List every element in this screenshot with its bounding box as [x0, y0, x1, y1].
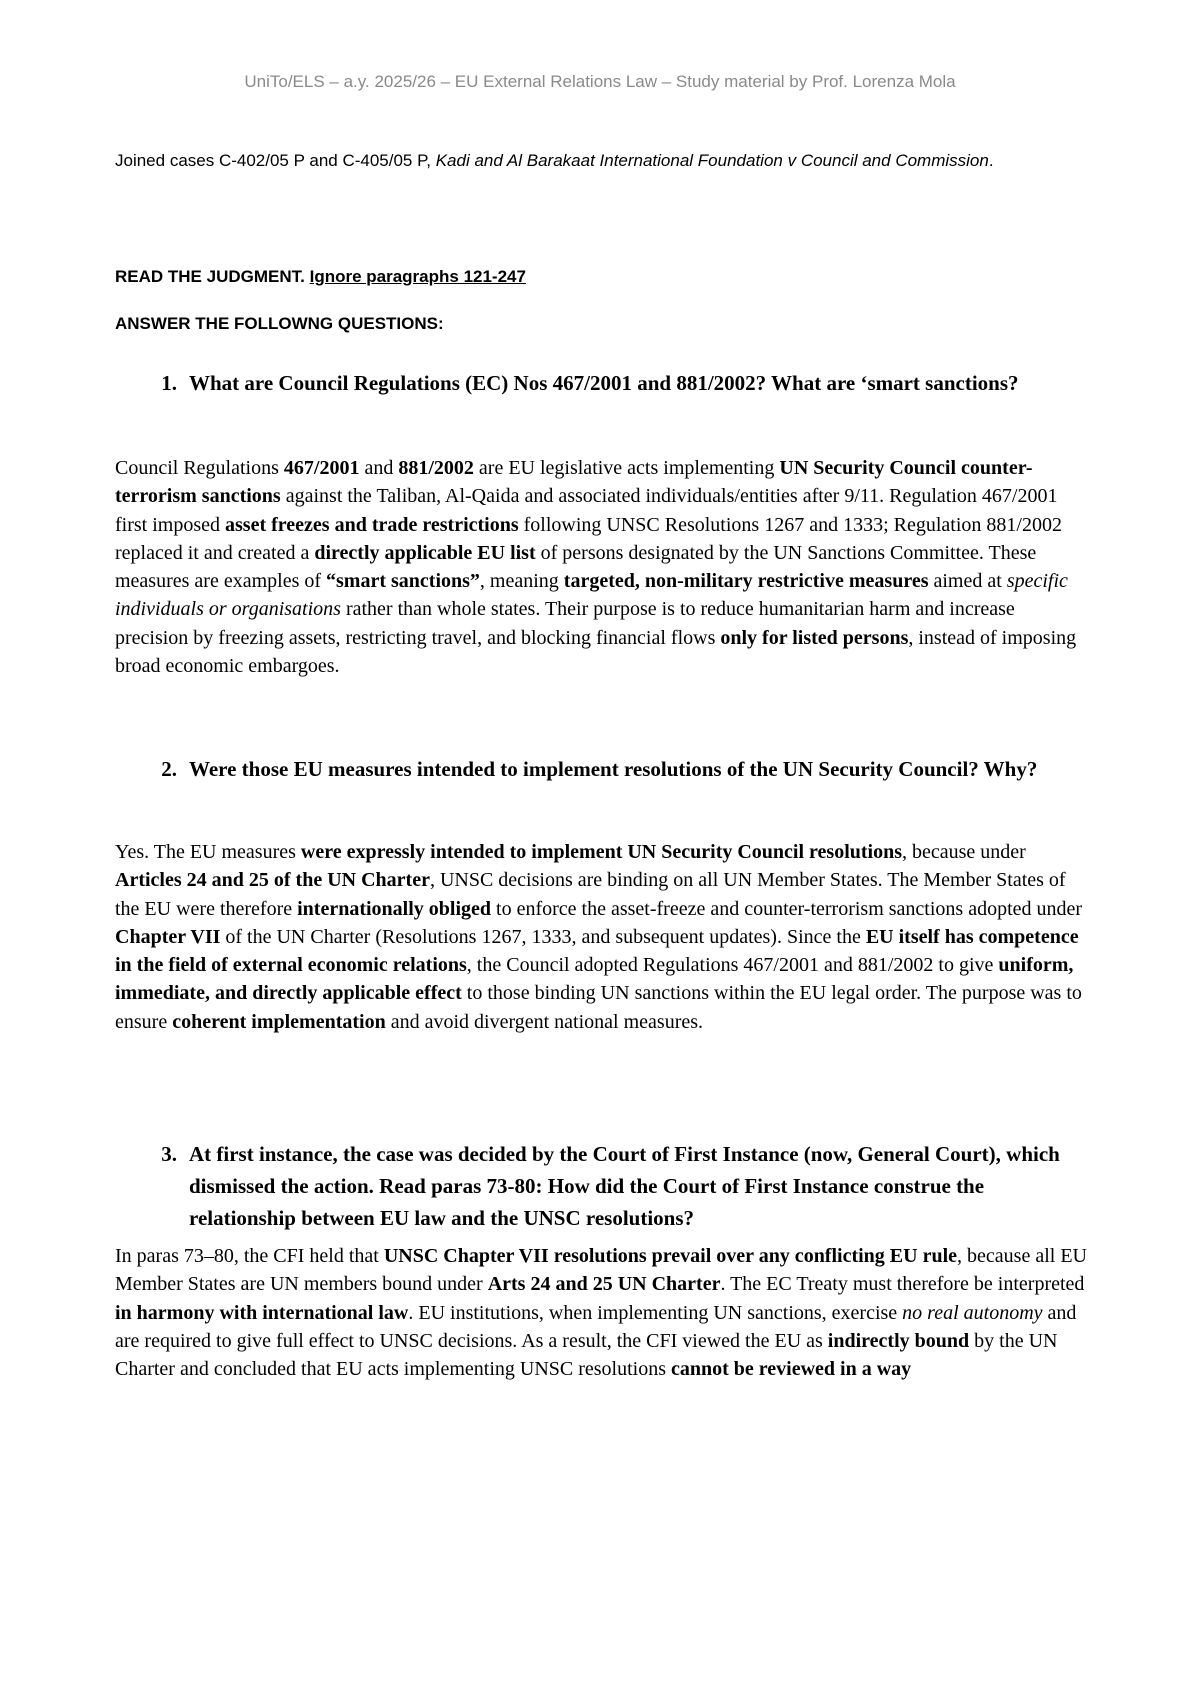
- answer-text: rather than whole states. Their purpose is to reduce humanitarian harm and increase precision by freezing assets, restricting travel, and blocking financial flows: [115, 598, 1015, 649]
- answer-text: against the Taliban, Al-Qaida and associated individuals/entities after 9/11. Regulation 467/2001 first imposed: [115, 485, 1058, 536]
- question-2: [115, 753, 1080, 785]
- answer-text: , UNSC decisions are binding on all UN Member States. The Member States of the EU were therefore: [115, 869, 1066, 920]
- answer-text: and: [359, 457, 399, 479]
- case-prefix: Joined cases C-402/05 P and C-405/05 P,: [115, 151, 436, 170]
- answer-1: [115, 454, 1090, 680]
- answer-text: are EU legislative acts implementing: [473, 457, 780, 479]
- bold-text: Arts 24 and 25 UN Charter: [487, 1273, 721, 1296]
- bold-text: Chapter VII: [115, 925, 221, 948]
- question-number: 2.: [161, 757, 177, 781]
- bold-text: in harmony with international law: [115, 1301, 409, 1324]
- answer-text: , instead of imposing broad economic embargoes.: [115, 626, 1077, 678]
- bold-text: asset freezes and trade restrictions: [225, 513, 519, 536]
- answer-text: . The EC Treaty must therefore be interpreted: [720, 1273, 1085, 1296]
- bold-text: directly applicable EU list: [314, 541, 536, 564]
- answer-text: of the UN Charter (Resolutions 1267, 1333, and subsequent updates). Since the: [220, 925, 866, 948]
- italic-text: specific individuals or organisations: [115, 570, 1068, 621]
- ignore-paragraphs-note: Ignore paragraphs 121-247: [309, 267, 526, 286]
- question-text: Were those EU measures intended to implement resolutions of the UN Security Council? Why?: [189, 757, 1038, 781]
- answer-text: to enforce the asset-freeze and counter-terrorism sanctions adopted under: [491, 897, 1083, 920]
- bold-text: coherent implementation: [172, 1010, 386, 1033]
- answer-text: to those binding UN sanctions within the EU legal order. The purpose was to ensure: [115, 982, 1082, 1033]
- bold-text: 881/2002: [398, 457, 474, 479]
- question-text: At first instance, the case was decided by the Court of First Instance (now, General Court), which dismissed the action. Read paras 73-80: How did the Court of First Instance construe the relationship between EU law and the UNSC resolutions?: [189, 1142, 1060, 1230]
- case-suffix: .: [988, 151, 994, 170]
- answer-2: [115, 838, 1090, 1036]
- answer-3: [115, 1242, 1090, 1383]
- bold-text: UNSC Chapter VII resolutions prevail over any conflicting EU rule: [383, 1245, 958, 1267]
- answer-text: aimed at: [928, 570, 1007, 593]
- answer-text: , meaning: [479, 570, 564, 593]
- italic-text: no real autonomy: [902, 1301, 1043, 1324]
- bold-text: uniform, immediate, and directly applicable effect: [115, 954, 1074, 1005]
- answer-text: following UNSC Resolutions 1267 and 1333; Regulation 881/2002 replaced it and created a: [115, 513, 1062, 564]
- answer-instruction: ANSWER THE FOLLOWNG QUESTIONS:: [115, 314, 444, 333]
- answer-text: , because under: [902, 841, 1026, 863]
- bold-text: indirectly bound: [827, 1329, 970, 1352]
- bold-text: internationally obliged: [297, 897, 492, 920]
- question-number: 1.: [161, 371, 177, 395]
- read-judgment-label: READ THE JUDGMENT.: [115, 267, 305, 286]
- answer-text: , because all EU Member States are UN members bound under: [115, 1245, 1087, 1296]
- case-title: Kadi and Al Barakaat International Foundation v Council and Commission: [435, 151, 989, 170]
- answer-text: and are required to give full effect to UNSC decisions. As a result, the CFI viewed the EU as: [115, 1301, 1077, 1352]
- page-header: UniTo/ELS – a.y. 2025/26 – EU External Relations Law – Study material by Prof. Lorenza Mola: [244, 72, 956, 91]
- answer-text: . EU institutions, when implementing UN sanctions, exercise: [408, 1301, 903, 1324]
- bold-text: Articles 24 and 25 of the UN Charter: [115, 869, 430, 892]
- case-citation: [115, 146, 1075, 175]
- question-3: [115, 1138, 1080, 1234]
- question-text: What are Council Regulations (EC) Nos 467/2001 and 881/2002? What are ‘smart sanctions?: [189, 371, 1019, 395]
- answer-text: Yes. The EU measures: [115, 841, 301, 863]
- question-number: 3.: [161, 1142, 177, 1166]
- bold-text: targeted, non-military restrictive measures: [563, 570, 929, 593]
- answer-text: Council Regulations: [115, 457, 284, 479]
- answer-text: , the Council adopted Regulations 467/2001 and 881/2002 to give: [466, 954, 999, 977]
- bold-text: cannot be reviewed in a way: [671, 1358, 912, 1381]
- bold-text: UN Security Council counter-terrorism sanctions: [115, 457, 1033, 508]
- bold-text: EU itself has competence in the field of external economic relations: [115, 925, 1079, 977]
- bold-text: 467/2001: [283, 457, 360, 479]
- answer-text: of persons designated by the UN Sanctions Committee. These measures are examples of: [115, 541, 1037, 593]
- bold-text: were expressly intended to implement UN Security Council resolutions: [300, 841, 903, 863]
- answer-text: by the UN Charter and concluded that EU acts implementing UNSC resolutions: [115, 1329, 1058, 1381]
- answer-text: In paras 73–80, the CFI held that: [115, 1245, 384, 1267]
- answer-text: and avoid divergent national measures.: [385, 1010, 704, 1033]
- read-instruction: [115, 267, 526, 287]
- question-1: [115, 367, 1080, 399]
- bold-text: only for listed persons: [720, 626, 909, 649]
- bold-text: “smart sanctions”: [326, 570, 480, 593]
